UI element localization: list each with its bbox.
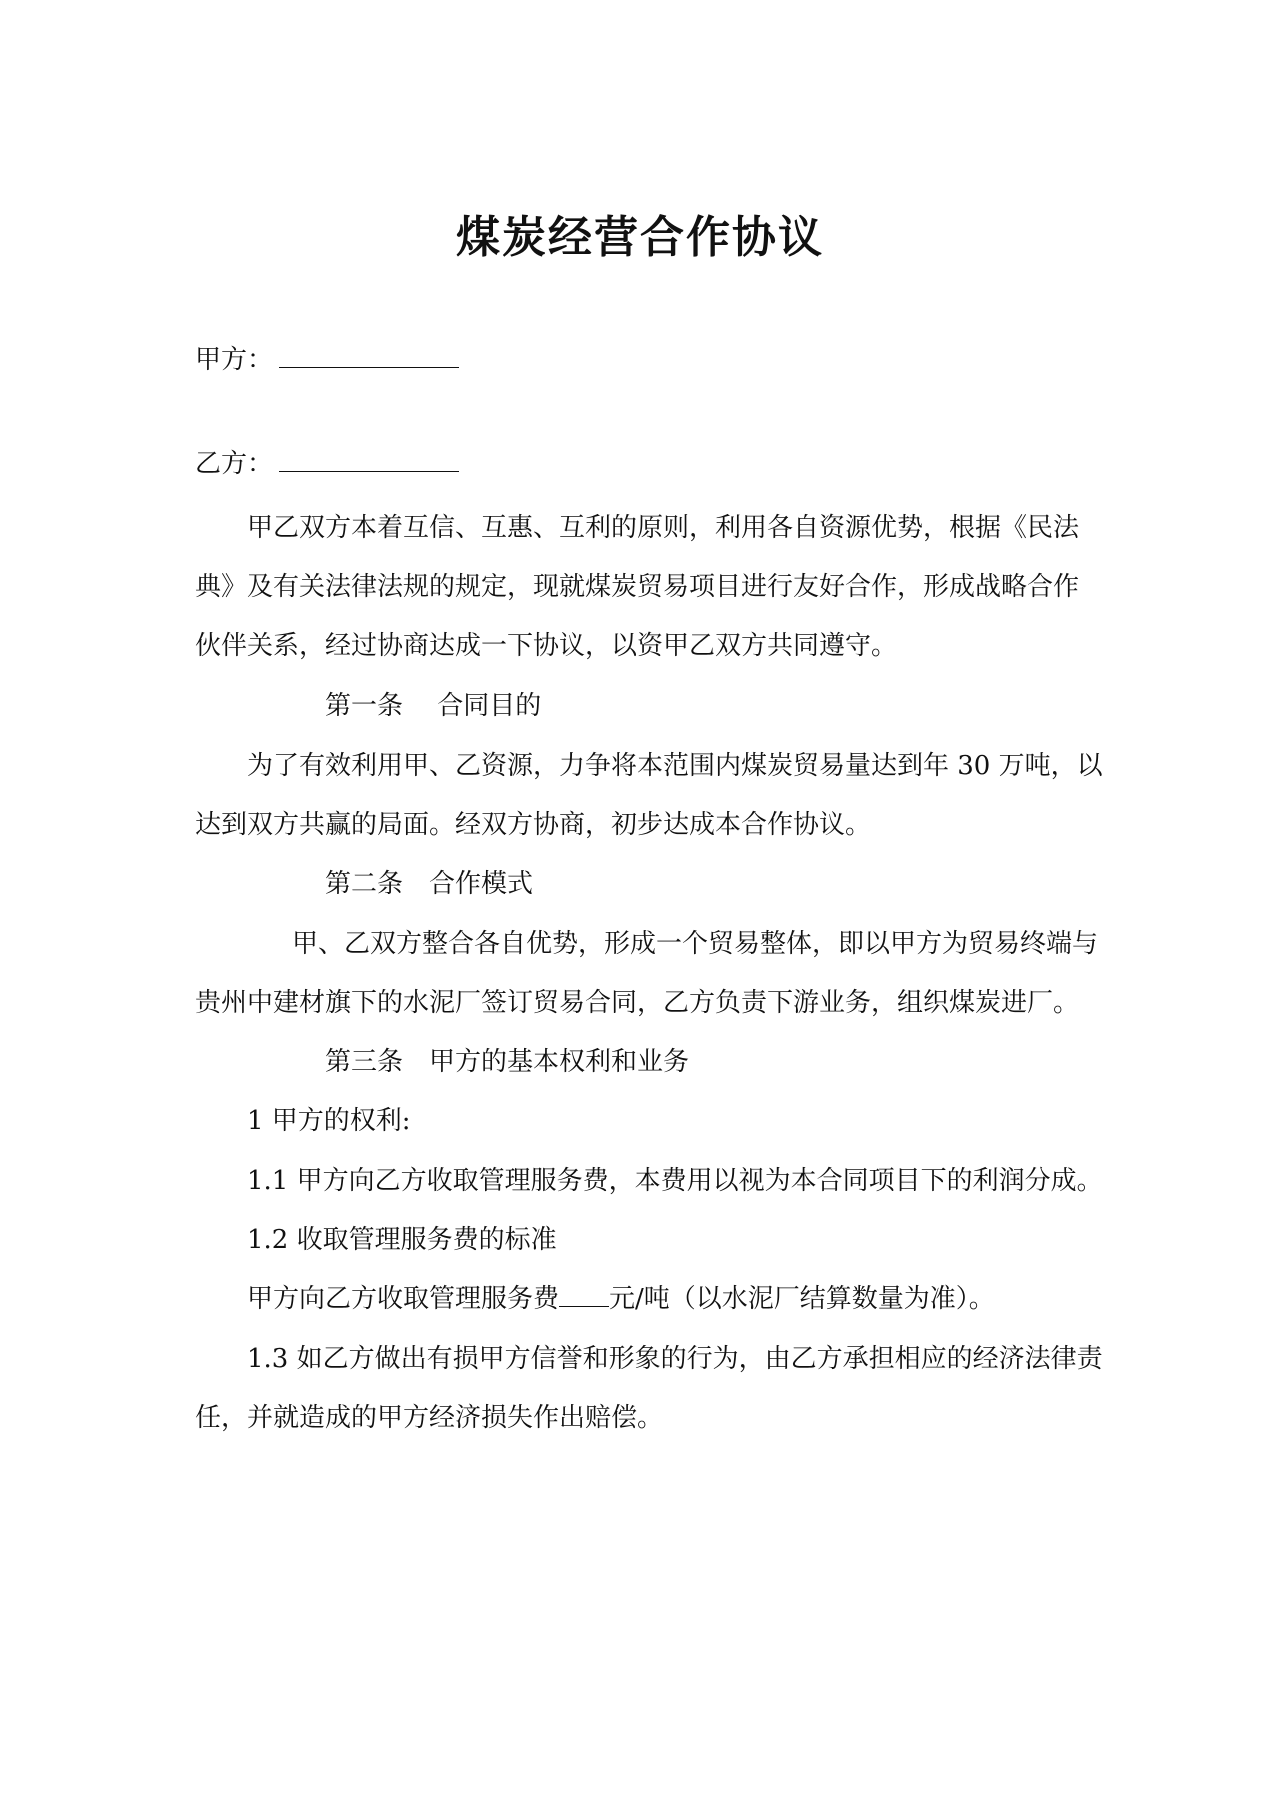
clause-1-3-line-1: 1.3 如乙方做出有损甲方信誉和形象的行为，由乙方承担相应的经济法律责 bbox=[247, 1344, 1103, 1374]
fee-line-suffix: 元/吨（以水泥厂结算数量为准）。 bbox=[609, 1284, 995, 1314]
fee-blank bbox=[559, 1282, 609, 1307]
document-title: 煤炭经营合作协议 bbox=[456, 212, 824, 263]
article2-heading: 第二条 合作模式 bbox=[325, 869, 534, 899]
article1-heading: 第一条 合同目的 bbox=[325, 691, 542, 721]
article3-heading: 第三条 甲方的基本权利和业务 bbox=[325, 1047, 690, 1077]
article2-line-2: 贵州中建材旗下的水泥厂签订贸易合同，乙方负责下游业务，组织煤炭进厂。 bbox=[195, 988, 1080, 1018]
intro-line-1: 甲乙双方本着互信、互惠、互利的原则，利用各自资源优势，根据《民法 bbox=[247, 513, 1080, 543]
clause-1-2: 1.2 收取管理服务费的标准 bbox=[247, 1225, 557, 1255]
article1-line-2: 达到双方共赢的局面。经双方协商，初步达成本合作协议。 bbox=[195, 810, 872, 840]
clause-1-1: 1.1 甲方向乙方收取管理服务费，本费用以视为本合同项目下的利润分成。 bbox=[247, 1166, 1103, 1196]
article2-line-1: 甲、乙双方整合各自优势，形成一个贸易整体，即以甲方为贸易终端与 bbox=[292, 929, 1099, 959]
intro-line-3: 伙伴关系，经过协商达成一下协议，以资甲乙双方共同遵守。 bbox=[195, 631, 898, 661]
fee-line bbox=[247, 1281, 1147, 1317]
party-b-blank bbox=[279, 447, 459, 472]
party-a-label: 甲方： bbox=[195, 345, 274, 375]
fee-line-prefix: 甲方向乙方收取管理服务费 bbox=[247, 1284, 560, 1314]
article1-line-1: 为了有效利用甲、乙资源，力争将本范围内煤炭贸易量达到年 30 万吨，以 bbox=[247, 751, 1103, 781]
intro-line-2: 典》及有关法律法规的规定，现就煤炭贸易项目进行友好合作，形成战略合作 bbox=[195, 572, 1080, 602]
party-b-line bbox=[195, 446, 1095, 482]
clause-1-3-line-2: 任，并就造成的甲方经济损失作出赔偿。 bbox=[195, 1403, 664, 1433]
party-b-label: 乙方： bbox=[195, 449, 274, 479]
party-a-blank bbox=[279, 343, 459, 368]
article3-rights-heading: 1 甲方的权利: bbox=[247, 1106, 411, 1136]
party-a-line bbox=[195, 342, 1095, 378]
